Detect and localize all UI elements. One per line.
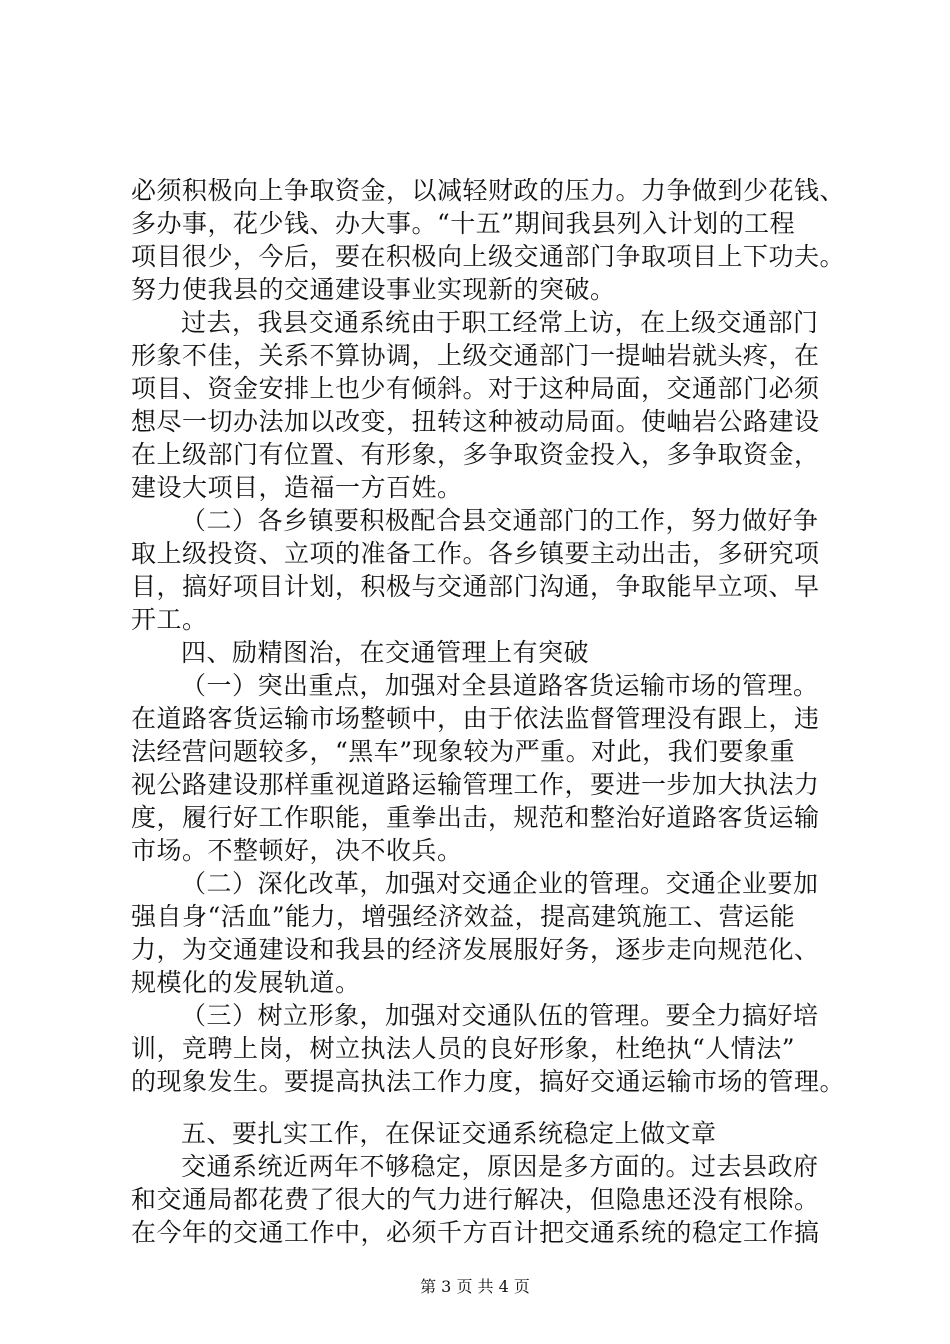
text-line: 努力使我县的交通建设事业实现新的突破。 [131,275,616,304]
text-line: 建设大项目，造福一方百姓。 [131,473,463,502]
text-line: 市场。不整顿好，决不收兵。 [131,836,463,865]
text-line: 规模化的发展轨道。 [131,968,361,997]
text-line: 交通系统近两年不够稳定，原因是多方面的。过去县政府 [181,1152,819,1181]
text-line: 目，搞好项目计划，积极与交通部门沟通，争取能早立项、早 [131,572,820,601]
text-line: 项目、资金安排上也少有倾斜。对于这种局面，交通部门必须 [131,374,820,403]
text-line: 开工。 [131,605,208,634]
text-line: 必须积极向上争取资金，以减轻财政的压力。力争做到少花钱、 [131,176,846,205]
text-line: 想尽一切办法加以改变，扭转这种被动局面。使岫岩公路建设 [131,407,820,436]
text-line: 过去，我县交通系统由于职工经常上访，在上级交通部门 [181,308,819,337]
text-line: （三）树立形象，加强对交通队伍的管理。要全力搞好培 [181,1001,819,1030]
text-line: 取上级投资、立项的准备工作。各乡镇要主动出击，多研究项 [131,539,820,568]
section-heading: 五、要扎实工作，在保证交通系统稳定上做文章 [181,1119,717,1148]
text-line: 和交通局都花费了很大的气力进行解决，但隐患还没有根除。 [131,1185,820,1214]
text-line: 度，履行好工作职能，重拳出击，规范和整治好道路客货运输 [131,803,820,832]
text-line: （二）各乡镇要积极配合县交通部门的工作，努力做好争 [181,506,819,535]
text-line: 强自身“活血”能力，增强经济效益，提高建筑施工、营运能 [131,902,796,931]
text-line: 形象不佳，关系不算协调，上级交通部门一提岫岩就头疼，在 [131,341,820,370]
text-line: （二）深化改革，加强对交通企业的管理。交通企业要加 [181,869,819,898]
text-line: 视公路建设那样重视道路运输管理工作，要进一步加大执法力 [131,770,820,799]
page-footer: 第 3 页 共 4 页 [420,1277,530,1296]
text-line: 力，为交通建设和我县的经济发展服好务，逐步走向规范化、 [131,935,820,964]
text-line: 在今年的交通工作中，必须千方百计把交通系统的稳定工作搞 [131,1218,820,1247]
section-heading: 四、励精图治，在交通管理上有突破 [181,638,590,667]
text-line: 在道路客货运输市场整顿中，由于依法监督管理没有跟上，违 [131,704,820,733]
text-line: （一）突出重点，加强对全县道路客货运输市场的管理。 [181,671,819,700]
text-line: 多办事，花少钱、办大事。“十五”期间我县列入计划的工程 [131,209,796,238]
text-line: 项目很少，今后，要在积极向上级交通部门争取项目上下功夫。 [131,242,846,271]
text-line: 的现象发生。要提高执法工作力度，搞好交通运输市场的管理。 [131,1067,846,1096]
text-line: 在上级部门有位置、有形象，多争取资金投入，多争取资金， [131,440,820,469]
text-line: 法经营问题较多，“黑车”现象较为严重。对此，我们要象重 [131,737,796,766]
text-line: 训，竞聘上岗，树立执法人员的良好形象，杜绝执“人情法” [131,1034,796,1063]
